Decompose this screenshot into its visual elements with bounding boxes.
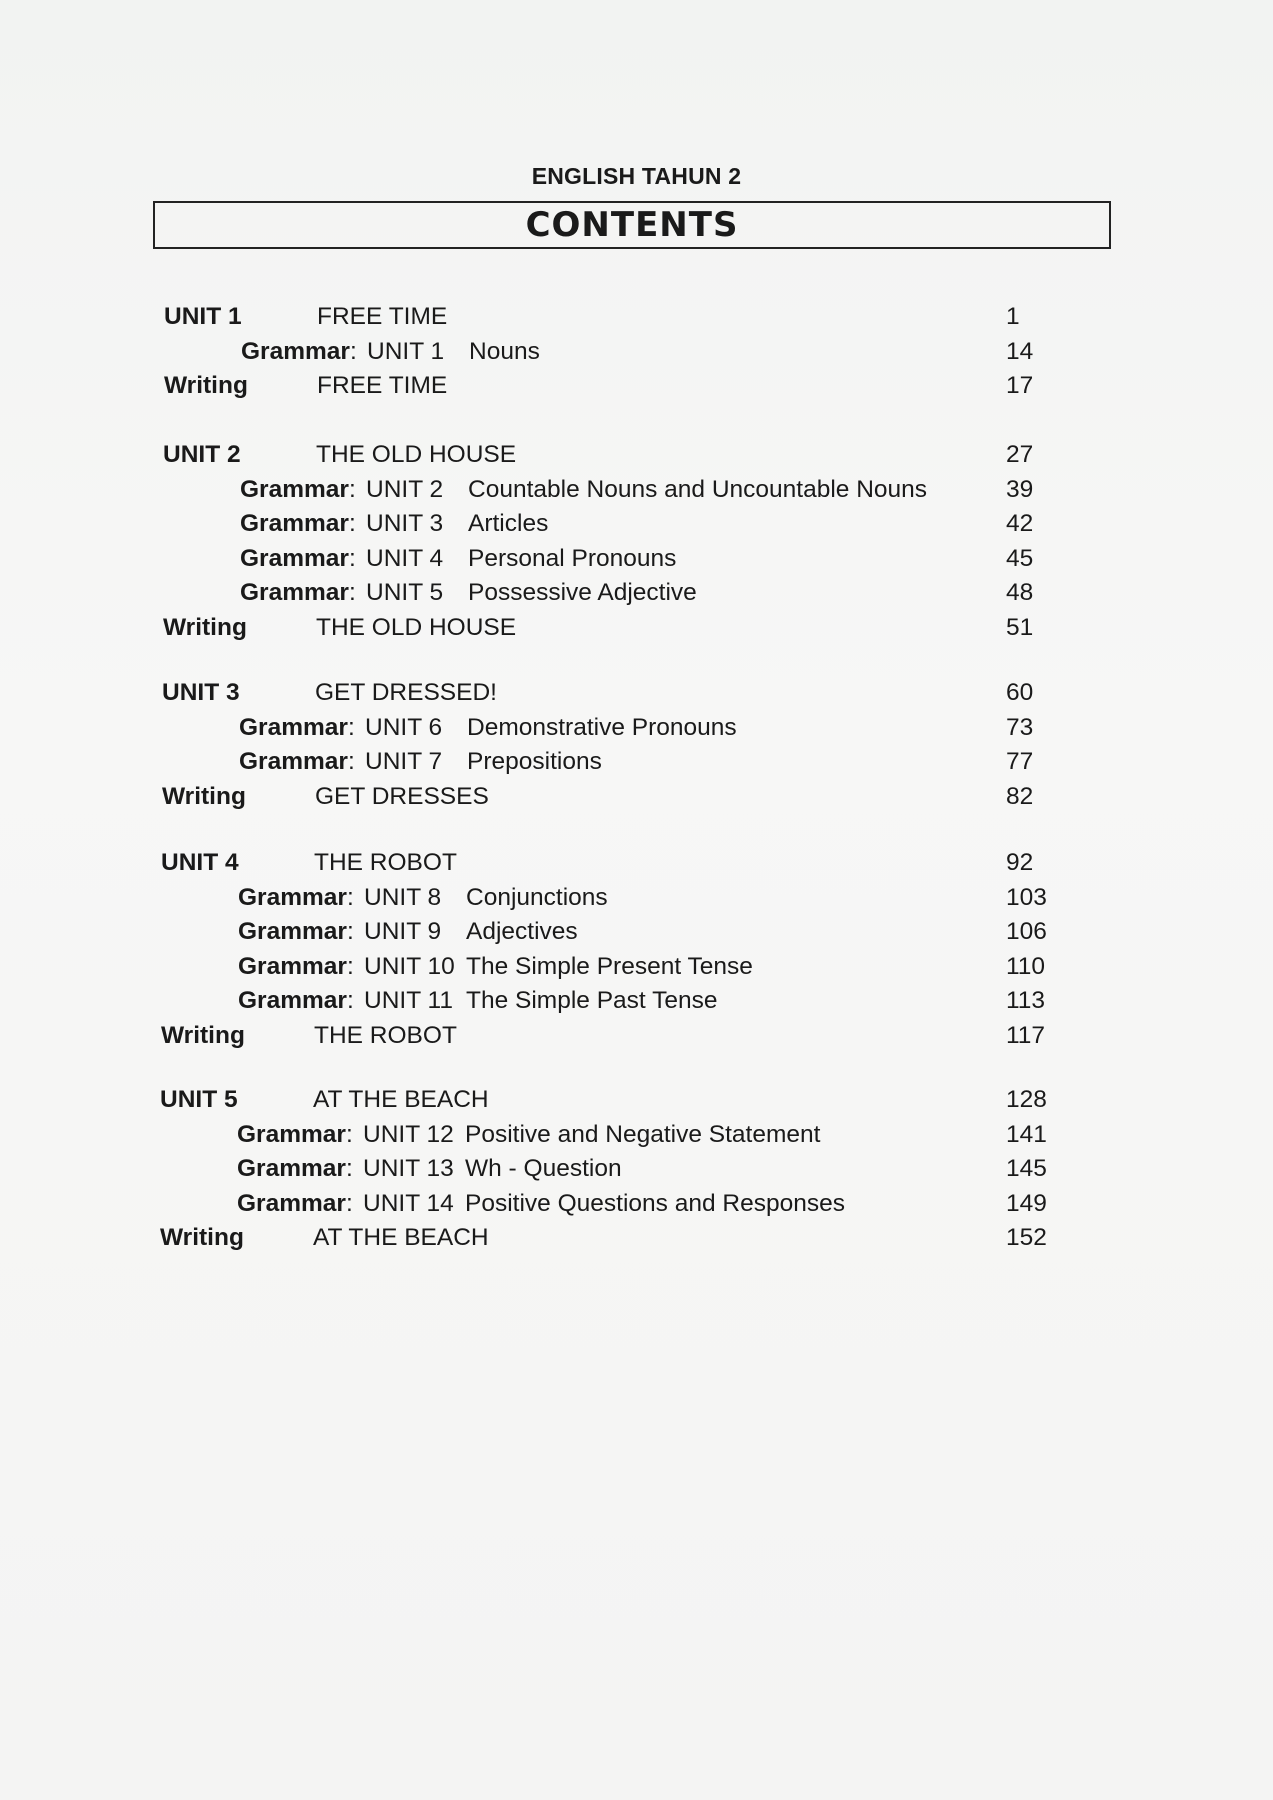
grammar-row: [238, 883, 1138, 913]
grammar-unit-ref: UNIT 2: [366, 475, 444, 503]
grammar-colon: :: [347, 748, 355, 775]
page-number: 77: [1006, 748, 1034, 775]
grammar-topic: Nouns: [469, 337, 540, 365]
grammar-unit-ref: UNIT 3: [366, 510, 444, 537]
grammar-label-text: Grammar: [238, 987, 347, 1014]
grammar-label-text: Grammar: [237, 1189, 346, 1217]
writing-row: [162, 782, 1062, 812]
grammar-colon: :: [345, 1189, 353, 1217]
contents-heading: CONTENTS: [525, 205, 739, 245]
grammar-label: [237, 1120, 353, 1150]
page-number: 110: [1006, 952, 1046, 980]
page-number: 103: [1006, 883, 1047, 911]
grammar-label-text: Grammar: [240, 475, 349, 503]
grammar-colon: :: [349, 337, 357, 365]
grammar-unit-ref: UNIT 8: [364, 883, 442, 911]
subject-text: ENGLISH TAHUN 2: [531, 163, 742, 189]
unit-row: [162, 678, 1062, 708]
grammar-label-text: Grammar: [240, 544, 349, 572]
grammar-label: [240, 509, 356, 539]
page-number: 27: [1006, 441, 1034, 468]
grammar-topic: Possessive Adjective: [468, 579, 697, 606]
grammar-row: [241, 337, 1141, 367]
unit-title: GET DRESSED!: [315, 679, 497, 706]
writing-title: AT THE BEACH: [313, 1224, 489, 1251]
page-number: 82: [1006, 782, 1034, 810]
writing-title: FREE TIME: [317, 372, 448, 399]
grammar-colon: :: [348, 510, 356, 537]
page-number: 14: [1006, 337, 1034, 365]
grammar-topic: Adjectives: [466, 918, 578, 945]
unit-label: UNIT 2: [163, 441, 241, 468]
unit-title: FREE TIME: [317, 303, 448, 330]
page-number: 73: [1006, 713, 1034, 741]
grammar-colon: :: [348, 544, 356, 572]
writing-label: Writing: [164, 372, 248, 399]
grammar-label-text: Grammar: [238, 918, 347, 945]
grammar-colon: :: [348, 579, 356, 606]
grammar-label-text: Grammar: [239, 748, 348, 775]
grammar-unit-ref: UNIT 11: [364, 987, 453, 1014]
grammar-row: [240, 544, 1140, 574]
writing-label: Writing: [160, 1224, 244, 1251]
grammar-colon: :: [346, 987, 354, 1014]
page-number: 152: [1006, 1224, 1047, 1251]
grammar-label: [240, 578, 356, 608]
grammar-label: [237, 1189, 353, 1219]
page-number: 17: [1006, 372, 1034, 399]
page-number: 51: [1006, 613, 1034, 641]
unit-row: [164, 302, 1064, 332]
grammar-colon: :: [345, 1155, 353, 1182]
grammar-topic: Articles: [468, 510, 549, 537]
grammar-colon: :: [346, 918, 354, 945]
grammar-topic: Positive Questions and Responses: [465, 1189, 845, 1217]
grammar-row: [240, 475, 1140, 505]
grammar-colon: :: [348, 475, 356, 503]
grammar-label: [238, 883, 354, 913]
grammar-label: [240, 544, 356, 574]
grammar-unit-ref: UNIT 1: [367, 337, 445, 365]
grammar-topic: Countable Nouns and Uncountable Nouns: [468, 475, 928, 503]
writing-row: [163, 613, 1063, 643]
grammar-topic: Conjunctions: [466, 883, 608, 911]
grammar-topic: The Simple Present Tense: [466, 952, 753, 980]
unit-label: UNIT 1: [164, 303, 242, 330]
grammar-label: [238, 986, 354, 1016]
grammar-label: [241, 337, 357, 367]
grammar-row: [238, 917, 1138, 947]
writing-label: Writing: [162, 782, 246, 810]
page-number: 60: [1006, 679, 1034, 706]
page-number: 39: [1006, 475, 1034, 503]
writing-title: THE OLD HOUSE: [316, 613, 517, 641]
grammar-label: [239, 747, 355, 777]
page-number: 92: [1006, 849, 1034, 876]
grammar-label-text: Grammar: [237, 1155, 346, 1182]
unit-title: AT THE BEACH: [313, 1086, 489, 1113]
page-number: 113: [1006, 987, 1046, 1014]
grammar-label-text: Grammar: [239, 713, 348, 741]
page-number: 1: [1006, 303, 1020, 330]
writing-title: GET DRESSES: [315, 782, 489, 810]
grammar-topic: Wh - Question: [465, 1155, 622, 1182]
grammar-row: [237, 1120, 1137, 1150]
writing-label: Writing: [161, 1021, 245, 1049]
grammar-label: [238, 952, 354, 982]
grammar-unit-ref: UNIT 9: [364, 918, 442, 945]
grammar-label-text: Grammar: [241, 337, 350, 365]
unit-label: UNIT 4: [161, 849, 239, 876]
grammar-unit-ref: UNIT 7: [365, 748, 443, 775]
grammar-unit-ref: UNIT 4: [366, 544, 444, 572]
page-number: 117: [1006, 1021, 1046, 1049]
writing-row: [164, 371, 1064, 401]
grammar-label-text: Grammar: [238, 952, 347, 980]
grammar-colon: :: [346, 883, 354, 911]
unit-row: [161, 848, 1061, 878]
grammar-label: [237, 1154, 353, 1184]
page-number: 48: [1006, 579, 1034, 606]
grammar-row: [239, 713, 1139, 743]
grammar-colon: :: [347, 713, 355, 741]
grammar-label-text: Grammar: [238, 883, 347, 911]
grammar-unit-ref: UNIT 13: [363, 1155, 454, 1182]
writing-title: THE ROBOT: [314, 1021, 457, 1049]
grammar-row: [237, 1189, 1137, 1219]
grammar-label: [240, 475, 356, 505]
grammar-topic: Prepositions: [467, 748, 602, 775]
page-number: 45: [1006, 544, 1034, 572]
grammar-colon: :: [346, 952, 354, 980]
grammar-topic: Personal Pronouns: [468, 544, 677, 572]
unit-label: UNIT 3: [162, 679, 240, 706]
grammar-label-text: Grammar: [240, 510, 349, 537]
grammar-topic: Positive and Negative Statement: [465, 1120, 821, 1148]
unit-label: UNIT 5: [160, 1086, 238, 1113]
grammar-topic: The Simple Past Tense: [466, 987, 718, 1014]
writing-row: [160, 1223, 1060, 1253]
writing-row: [161, 1021, 1061, 1051]
grammar-label-text: Grammar: [240, 579, 349, 606]
page-number: 141: [1006, 1120, 1047, 1148]
grammar-row: [238, 986, 1138, 1016]
unit-row: [160, 1085, 1060, 1115]
page-number: 145: [1006, 1155, 1047, 1182]
grammar-row: [240, 509, 1140, 539]
grammar-colon: :: [345, 1120, 353, 1148]
grammar-row: [237, 1154, 1137, 1184]
writing-label: Writing: [163, 613, 247, 641]
grammar-row: [240, 578, 1140, 608]
grammar-label: [239, 713, 355, 743]
grammar-topic: Demonstrative Pronouns: [467, 713, 737, 741]
grammar-label: [238, 917, 354, 947]
grammar-unit-ref: UNIT 12: [363, 1120, 454, 1148]
page-number: 42: [1006, 510, 1034, 537]
unit-title: THE OLD HOUSE: [316, 441, 517, 468]
grammar-row: [239, 747, 1139, 777]
grammar-label-text: Grammar: [237, 1120, 346, 1148]
page-number: 149: [1006, 1189, 1047, 1217]
grammar-unit-ref: UNIT 6: [365, 713, 443, 741]
unit-title: THE ROBOT: [314, 849, 457, 876]
page-number: 106: [1006, 918, 1047, 945]
grammar-unit-ref: UNIT 10: [364, 952, 455, 980]
grammar-row: [238, 952, 1138, 982]
grammar-unit-ref: UNIT 14: [363, 1189, 454, 1217]
page-number: 128: [1006, 1086, 1047, 1113]
grammar-unit-ref: UNIT 5: [366, 579, 444, 606]
unit-row: [163, 440, 1063, 470]
